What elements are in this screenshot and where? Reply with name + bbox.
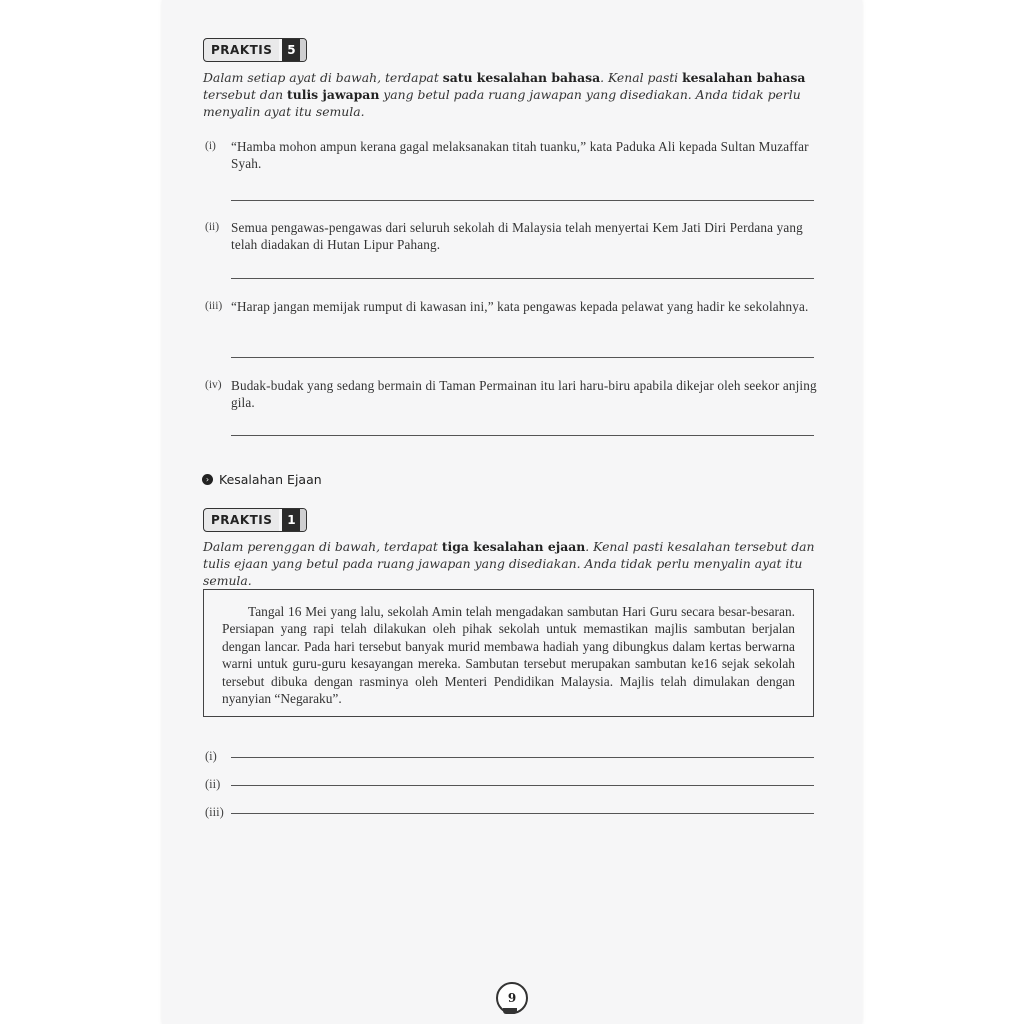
praktis-number: 1 bbox=[279, 509, 300, 531]
praktis-1-instruction: Dalam perenggan di bawah, terdapat tiga kesalahan ejaan. Kenal pasti kesalahan tersebut dan tulis ejaan yang betul pada ruang jawapan yang disediakan. Anda tidak perlu menyalin ayat itu semula. bbox=[203, 539, 815, 588]
answer-label-2: (ii) bbox=[205, 777, 221, 791]
question-text: “Hamba mohon ampun kerana gagal melaksanakan titah tuanku,” kata Paduka Ali kepada Sultan Muzaffar Syah. bbox=[231, 139, 809, 171]
question-number: (iii) bbox=[205, 300, 223, 312]
section-title: Kesalahan Ejaan bbox=[219, 472, 322, 487]
section-heading bbox=[202, 472, 322, 487]
praktis-1-label bbox=[203, 508, 307, 532]
answer-line-1[interactable] bbox=[231, 200, 814, 201]
praktis-5-label bbox=[203, 38, 307, 62]
praktis-word: PRAKTIS bbox=[211, 513, 273, 527]
praktis-word: PRAKTIS bbox=[211, 43, 273, 57]
answer-label-1: (i) bbox=[205, 749, 217, 763]
praktis-5-instruction: Dalam setiap ayat di bawah, terdapat satu kesalahan bahasa. Kenal pasti kesalahan bahasa tersebut dan tulis jawapan yang betul pada ruang jawapan yang disediakan. Anda tidak perlu menyalin ayat itu semula. bbox=[203, 70, 806, 119]
answer-label-3: (iii) bbox=[205, 805, 224, 819]
question-number: (iv) bbox=[205, 379, 222, 391]
answer-line-2[interactable] bbox=[231, 278, 814, 279]
question-1 bbox=[205, 138, 817, 172]
praktis-number: 5 bbox=[279, 39, 300, 61]
page-number: 9 bbox=[496, 982, 528, 1014]
page-number-tab bbox=[503, 1008, 517, 1014]
question-text: Budak-budak yang sedang bermain di Taman Permainan itu lari haru-biru apabila dikejar oleh seekor anjing gila. bbox=[231, 378, 817, 410]
passage-box bbox=[203, 589, 814, 717]
answer-line-3[interactable] bbox=[231, 357, 814, 358]
answer-line-spelling-1[interactable] bbox=[231, 757, 814, 758]
question-2 bbox=[205, 219, 817, 253]
question-number: (ii) bbox=[205, 221, 220, 233]
answer-line-spelling-3[interactable] bbox=[231, 813, 814, 814]
answer-line-spelling-2[interactable] bbox=[231, 785, 814, 786]
question-text: Semua pengawas-pengawas dari seluruh sekolah di Malaysia telah menyertai Kem Jati Diri Perdana yang telah diadakan di Hutan Lipur Pahang. bbox=[231, 220, 803, 252]
passage-text: Tangal 16 Mei yang lalu, sekolah Amin telah mengadakan sambutan Hari Guru secara besar-besaran. Persiapan yang rapi telah dilakukan oleh pihak sekolah untuk memastikan majlis sambutan berjalan dengan lancar. Pada hari tersebut banyak murid membawa hadiah yang dibungkus dalam kertas berwarna warni untuk guru-guru kesayangan mereka. Sambutan tersebut merupakan sambutan ke16 sejak sekolah tersebut dibuka dengan rasminya oleh Menteri Pendidikan Malaysia. Majlis telah dimulakan dengan nyanyian “Negaraku”. bbox=[222, 604, 795, 707]
chevron-right-icon: › bbox=[202, 474, 213, 485]
question-number: (i) bbox=[205, 140, 216, 152]
answer-line-4[interactable] bbox=[231, 435, 814, 436]
question-text: “Harap jangan memijak rumput di kawasan ini,” kata pengawas kepada pelawat yang hadir ke sekolahnya. bbox=[231, 299, 809, 314]
question-3 bbox=[205, 298, 817, 315]
praktis-tab bbox=[300, 39, 306, 61]
praktis-tab bbox=[300, 509, 306, 531]
question-4 bbox=[205, 377, 817, 411]
